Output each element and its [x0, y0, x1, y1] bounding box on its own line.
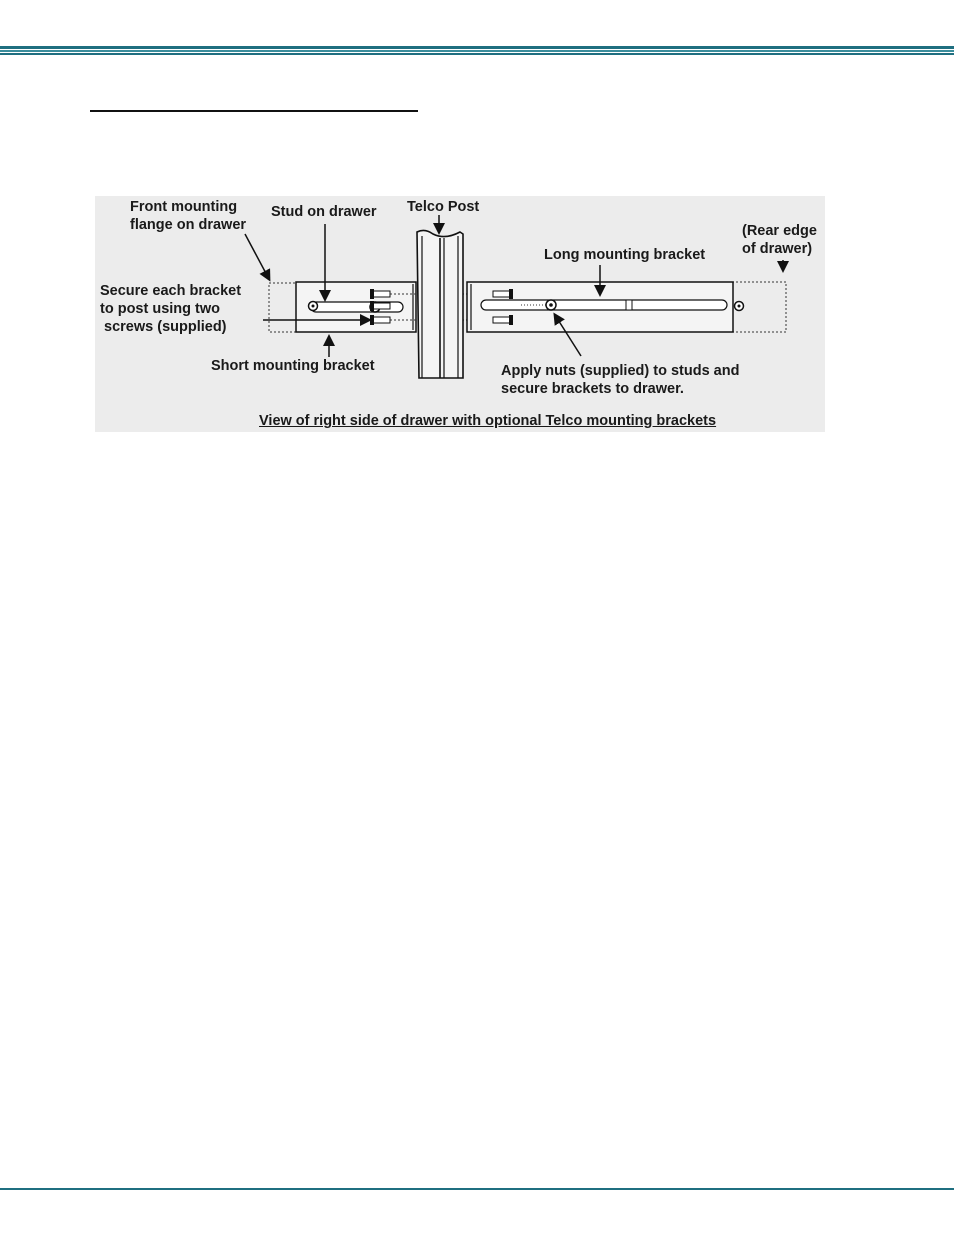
label-rear-edge: (Rear edge of drawer) [742, 223, 817, 257]
label-short-bracket: Short mounting bracket [211, 358, 375, 374]
footer-rule [0, 1188, 954, 1190]
screw-short-top [370, 289, 390, 299]
label-front-flange: Front mounting flange on drawer [130, 199, 247, 233]
long-bracket-slot [481, 300, 727, 310]
label-stud: Stud on drawer [271, 204, 377, 220]
telco-bracket-figure [95, 196, 825, 432]
front-flange-outline [269, 283, 296, 332]
screw-long-top [493, 289, 513, 299]
section-heading-underline [90, 110, 418, 112]
label-secure-bracket: Secure each bracket to post using two screws (supplied) [100, 283, 242, 335]
label-telco-post: Telco Post [407, 199, 480, 215]
figure-caption: View of right side of drawer with optional Telco mounting brackets [259, 413, 717, 429]
screw-long-bottom [493, 315, 513, 325]
screw-short-mid [370, 301, 390, 311]
label-apply-nuts: Apply nuts (supplied) to studs and secure brackets to drawer. [501, 363, 740, 397]
arrow-front-flange [245, 234, 269, 279]
label-long-bracket: Long mounting bracket [544, 247, 706, 263]
screw-short-bottom [370, 315, 390, 325]
header-rule [0, 46, 954, 55]
